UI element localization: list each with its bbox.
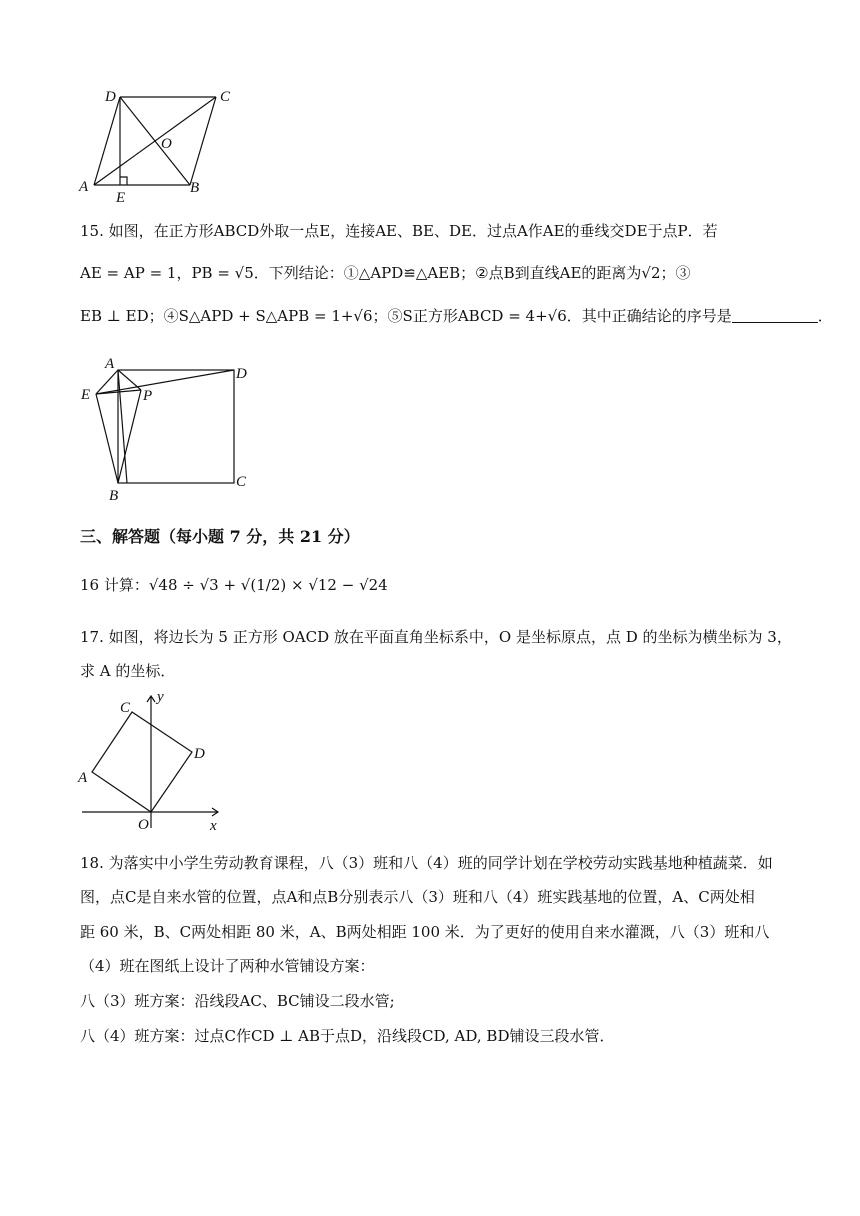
q15-line1: 15. 如图，在正方形ABCD外取一点E，连接AE、BE、DE．过点A作AE的垂线交DE于点P．若	[80, 222, 718, 240]
q15-line2: AE = AP = 1，PB = √5．下列结论：①△APD≌△AEB；②点B到直线AE的距离为√2；③	[80, 264, 691, 282]
label-A: A	[79, 179, 89, 195]
q15-line3: EB ⊥ ED；④S△APD + S△APB = 1+√6；⑤S正方形ABCD = 4+√6．其中正确结论的序号是 ．	[80, 307, 833, 325]
q18-line3: 距 60 米，B、C两处相距 80 米，A、B两处相距 100 米．为了更好的使用自来水灌溉，八（3）班和八	[80, 923, 770, 941]
figure-square-abcd	[75, 350, 265, 505]
q18-line1: 18. 为落实中小学生劳动教育课程，八（3）班和八（4）班的同学计划在学校劳动实践基地种植蔬菜．如	[80, 854, 773, 872]
label-P: P	[143, 388, 153, 404]
q16-text: 16 计算：√48 ÷ √3 + √(1/2) × √12 − √24	[80, 576, 388, 594]
label-x: x	[210, 818, 217, 834]
q18-line2: 图，点C是自来水管的位置，点A和点B分别表示八（3）班和八（4）班实践基地的位置，A、C两处相	[80, 888, 755, 906]
q15-line3-text: EB ⊥ ED；④S△APD + S△APB = 1+√6；⑤S正方形ABCD = 4+√6．其中正确结论的序号是	[80, 307, 732, 325]
q18-plan-4: 八（4）班方案：过点C作CD ⊥ AB于点D，沿线段CD, AD, BD铺设三段水管．	[80, 1027, 615, 1045]
label-D: D	[105, 89, 116, 105]
q17-line1: 17. 如图，将边长为 5 正方形 OACD 放在平面直角坐标系中，O 是坐标原点，点 D 的坐标为横坐标为 3，	[80, 628, 792, 646]
section-heading: 三、解答题（每小题 7 分，共 21 分）	[80, 527, 360, 546]
label-y: y	[157, 689, 164, 705]
label-E: E	[81, 387, 91, 403]
label-A: A	[78, 770, 88, 786]
label-C: C	[236, 474, 247, 490]
label-C: C	[120, 700, 131, 716]
answer-blank[interactable]	[732, 306, 818, 323]
q18-line4: （4）班在图纸上设计了两种水管铺设方案：	[80, 957, 375, 975]
q18-plan-3: 八（3）班方案：沿线段AC、BC铺设二段水管;	[80, 992, 395, 1010]
label-E: E	[116, 190, 126, 205]
label-A: A	[105, 356, 115, 372]
label-O: O	[161, 136, 172, 152]
label-B: B	[109, 488, 119, 504]
label-B: B	[190, 180, 200, 196]
label-O: O	[138, 817, 149, 833]
figure-parallelogram	[70, 80, 250, 205]
label-C: C	[220, 89, 231, 105]
q17-line2: 求 A 的坐标．	[80, 662, 176, 680]
figure-coordinate-square	[72, 686, 232, 834]
label-D: D	[194, 746, 205, 762]
label-D: D	[236, 366, 247, 382]
